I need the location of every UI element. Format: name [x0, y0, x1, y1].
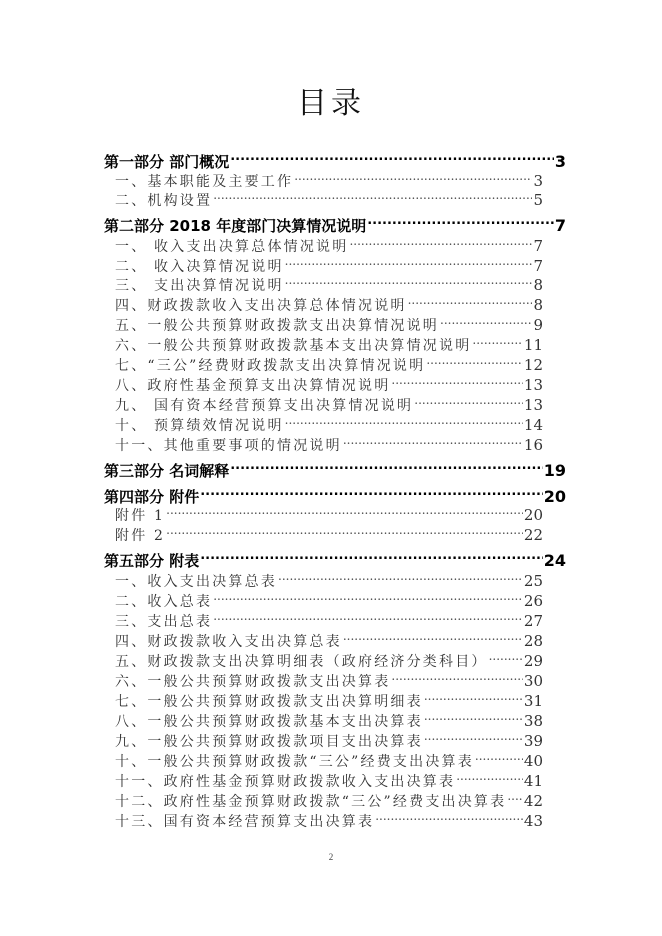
toc-item[interactable] [115, 586, 543, 610]
dot-leader [424, 686, 523, 706]
dot-leader [391, 666, 523, 686]
toc-item[interactable] [115, 251, 543, 275]
dot-leader [424, 726, 523, 746]
toc-item[interactable] [115, 231, 543, 255]
toc-item-label: 十、一般公共预算财政拨款“三公”经费支出决算表 [115, 754, 474, 770]
dot-leader [414, 390, 523, 410]
toc-item[interactable] [115, 520, 543, 544]
dot-leader [343, 430, 523, 450]
toc-page-number: 43 [523, 812, 543, 830]
toc-item[interactable] [115, 686, 543, 710]
toc-page-number: 27 [523, 612, 543, 630]
toc-item-label: 附件 2 [115, 528, 166, 544]
dot-leader [391, 370, 523, 390]
dot-leader [230, 147, 554, 167]
toc-page-number: 20 [543, 487, 566, 506]
page-number: 2 [328, 852, 334, 862]
dot-leader [343, 626, 523, 646]
toc-part-label: 第二部分 2018 年度部门决算情况说明 [104, 217, 367, 235]
toc-item-label: 五、一般公共预算财政拨款支出决算情况说明 [115, 318, 439, 334]
toc-item-label: 四、财政拨款收入支出决算总体情况说明 [115, 298, 407, 314]
toc-page-number: 26 [523, 592, 543, 610]
toc-page-number: 8 [533, 296, 543, 314]
toc-item[interactable] [115, 606, 543, 630]
toc-page-number: 14 [523, 416, 543, 434]
toc-page-number: 42 [523, 792, 543, 810]
toc-page-number: 29 [523, 652, 543, 670]
toc-item-label: 八、一般公共预算财政拨款基本支出决算表 [115, 714, 423, 730]
dot-leader [424, 706, 523, 726]
toc-item[interactable] [115, 330, 543, 354]
toc-item[interactable] [115, 666, 543, 690]
dot-leader [213, 586, 523, 606]
page-title: 目录 [297, 86, 365, 121]
dot-leader [166, 500, 523, 520]
toc-page-number: 31 [523, 692, 543, 710]
toc-page-number: 24 [543, 551, 566, 570]
toc-item[interactable] [115, 726, 543, 750]
toc-item-label: 十一、政府性基金预算财政拨款收入支出决算表 [115, 774, 456, 790]
toc-item-label: 七、一般公共预算财政拨款支出决算明细表 [115, 694, 423, 710]
toc-page-number: 19 [543, 461, 566, 480]
toc-part-4[interactable] [104, 482, 566, 506]
toc-part-2[interactable] [104, 211, 566, 235]
dot-leader [230, 456, 543, 476]
toc-item-label: 一、基本职能及主要工作 [115, 174, 294, 190]
toc-item[interactable] [115, 370, 543, 394]
toc-page-number: 25 [523, 572, 543, 590]
dot-leader [278, 566, 523, 586]
toc-page-number: 9 [533, 316, 543, 334]
dot-leader [294, 166, 532, 186]
toc-page-number: 20 [523, 506, 543, 524]
toc-item[interactable] [115, 566, 543, 590]
dot-leader [166, 520, 523, 540]
toc-item-label: 三、支出总表 [115, 614, 213, 630]
toc-page-number: 12 [523, 356, 543, 374]
toc-item-label: 三、 支出决算情况说明 [115, 278, 284, 294]
toc-part-5[interactable] [104, 546, 566, 570]
toc-item-label: 七、“三公”经费财政拨款支出决算情况说明 [115, 358, 426, 374]
toc-page-number: 13 [523, 376, 543, 394]
toc-item-label: 六、一般公共预算财政拨款基本支出决算情况说明 [115, 338, 472, 354]
toc-item-label: 五、财政拨款支出决算明细表（政府经济分类科目） [115, 654, 488, 670]
toc-item[interactable] [115, 806, 543, 830]
toc-item-label: 十二、政府性基金预算财政拨款“三公”经费支出决算表 [115, 794, 507, 810]
toc-page-number: 7 [533, 237, 543, 255]
toc-item-label: 一、收入支出决算总表 [115, 574, 277, 590]
toc-item[interactable] [115, 500, 543, 524]
toc-page-number: 30 [523, 672, 543, 690]
toc-item[interactable] [115, 166, 543, 190]
dot-leader [213, 606, 523, 626]
toc-part-label: 第三部分 名词解释 [104, 462, 230, 480]
toc-item[interactable] [115, 746, 543, 770]
toc-item[interactable] [115, 270, 543, 294]
toc-page-number: 38 [523, 712, 543, 730]
toc-item-label: 十一、其他重要事项的情况说明 [115, 438, 342, 454]
dot-leader [408, 290, 533, 310]
dot-leader [489, 646, 523, 666]
toc-page-number: 7 [554, 216, 566, 235]
toc-page-number: 8 [533, 276, 543, 294]
dot-leader [440, 310, 532, 330]
dot-leader [456, 766, 523, 786]
toc-item-label: 一、 收入支出决算总体情况说明 [115, 239, 349, 255]
toc-item-label: 二、 收入决算情况说明 [115, 259, 284, 275]
toc-item[interactable] [115, 766, 543, 790]
toc-item-label: 附件 1 [115, 508, 166, 524]
dot-leader [475, 746, 523, 766]
toc-item[interactable] [115, 786, 543, 810]
toc-page-number: 16 [523, 436, 543, 454]
toc-page-number: 22 [523, 526, 543, 544]
toc-item[interactable] [115, 350, 543, 374]
toc-item-label: 八、政府性基金预算支出决算情况说明 [115, 378, 391, 394]
dot-leader [285, 270, 533, 290]
toc-part-label: 第一部分 部门概况 [104, 153, 230, 171]
toc-item[interactable] [115, 626, 543, 650]
dot-leader [200, 482, 543, 502]
toc-page-number: 28 [523, 632, 543, 650]
toc-page-number: 13 [523, 396, 543, 414]
toc-part-3[interactable] [104, 456, 566, 480]
toc-item[interactable] [115, 185, 543, 209]
dot-leader [285, 251, 533, 271]
toc-item-label: 九、 国有资本经营预算支出决算情况说明 [115, 398, 414, 414]
toc-item[interactable] [115, 390, 543, 414]
toc-part-1[interactable] [104, 147, 566, 171]
toc-part-label: 第四部分 附件 [104, 488, 200, 506]
toc-page-number: 39 [523, 732, 543, 750]
toc-part-label: 第五部分 附表 [104, 552, 200, 570]
toc-page-number: 5 [533, 191, 543, 209]
dot-leader [285, 410, 523, 430]
toc-item[interactable] [115, 310, 543, 334]
dot-leader [200, 546, 543, 566]
toc-item-label: 十、 预算绩效情况说明 [115, 418, 284, 434]
toc-item-label: 二、收入总表 [115, 594, 213, 610]
toc-item[interactable] [115, 706, 543, 730]
toc-page-number: 11 [523, 336, 543, 354]
dot-leader [426, 350, 523, 370]
dot-leader [507, 786, 523, 806]
toc-item[interactable] [115, 430, 543, 454]
toc-item-label: 十三、国有资本经营预算支出决算表 [115, 814, 375, 830]
dot-leader [349, 231, 532, 251]
toc-item[interactable] [115, 646, 543, 670]
toc-item[interactable] [115, 290, 543, 314]
toc-item[interactable] [115, 410, 543, 434]
toc-item-label: 四、财政拨款收入支出决算总表 [115, 634, 342, 650]
toc-page-number: 3 [554, 152, 566, 171]
toc-item-label: 六、一般公共预算财政拨款支出决算表 [115, 674, 391, 690]
toc-page-number: 3 [533, 172, 543, 190]
toc-item-label: 二、机构设置 [115, 193, 213, 209]
dot-leader [375, 806, 523, 826]
toc-page-number: 40 [523, 752, 543, 770]
toc-page-number: 41 [523, 772, 543, 790]
dot-leader [213, 185, 532, 205]
toc-page-number: 7 [533, 257, 543, 275]
dot-leader [367, 211, 554, 231]
toc-item-label: 九、一般公共预算财政拨款项目支出决算表 [115, 734, 423, 750]
dot-leader [472, 330, 523, 350]
